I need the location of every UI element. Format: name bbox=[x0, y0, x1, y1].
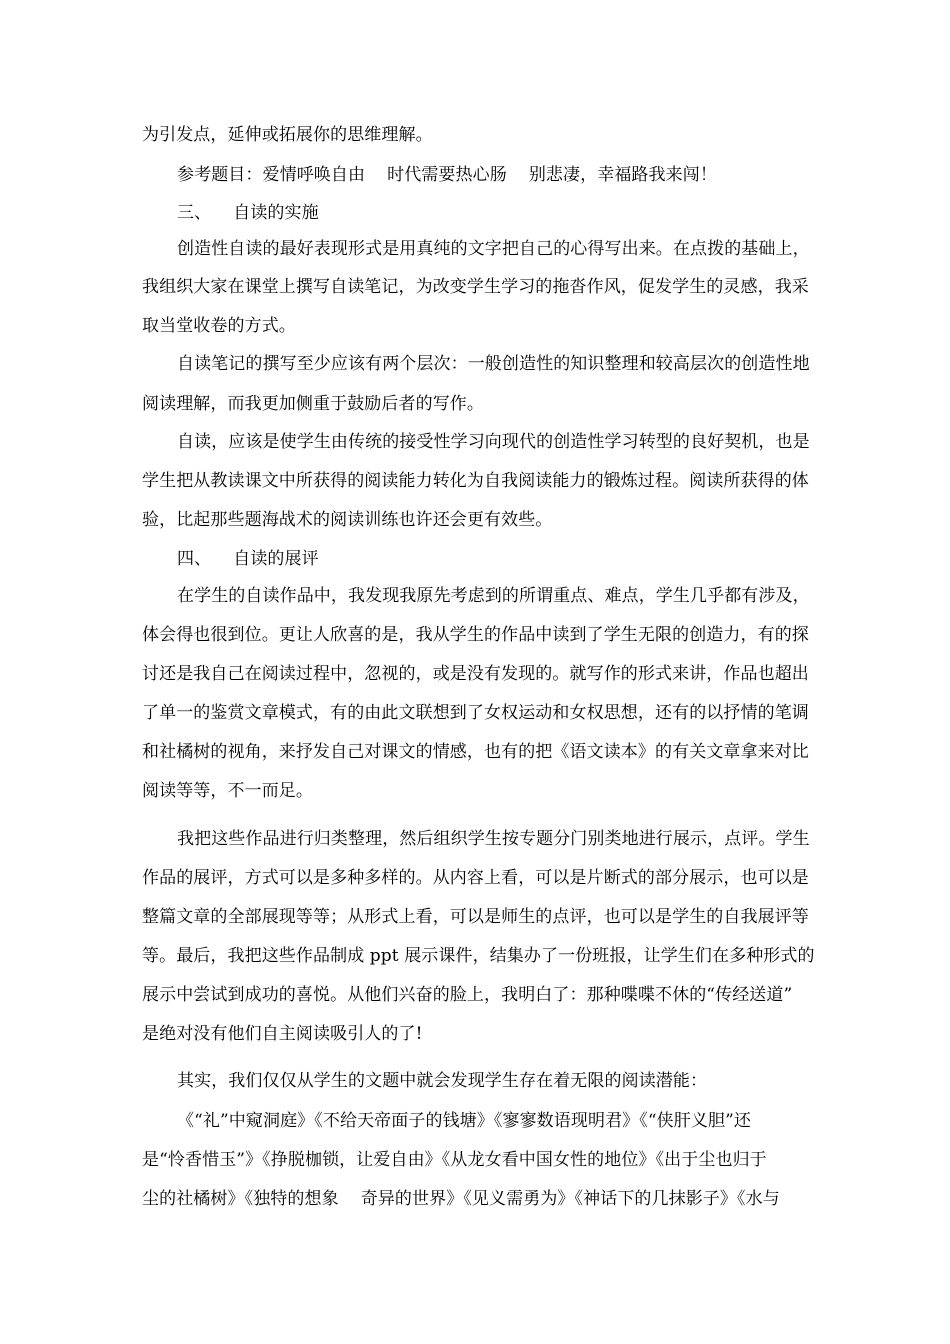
text-line: 其实，我们仅仅从学生的文题中就会发现学生存在着无限的阅读潜能： bbox=[177, 1071, 708, 1091]
text-line: 创造性自读的最好表现形式是用真纯的文字把自己的心得写出来。在点拨的基础上， bbox=[177, 239, 810, 259]
text-line: 取当堂收卷的方式。 bbox=[142, 316, 296, 336]
text-line: 了单一的鉴赏文章模式，有的由此文联想到了女权运动和女权思想，还有的以抒情的笔调 bbox=[142, 703, 809, 723]
text-line: 是“怜香惜玉”》《挣脱枷锁，让爱自由》《从龙女看中国女性的地位》《出于尘也归于 bbox=[142, 1150, 767, 1170]
text-line: 阅读理解，而我更加侧重于鼓励后者的写作。 bbox=[142, 394, 484, 414]
text-line: 在学生的自读作品中，我发现我原先考虑到的所谓重点、难点，学生几乎都有涉及， bbox=[177, 586, 810, 606]
text-line: 《“礼”中窥洞庭》《不给天帝面子的钱塘》《寥寥数语现明君》《“侠肝义胆”还 bbox=[177, 1111, 751, 1131]
text-line: 验，比起那些题海战术的阅读训练也许还会更有效些。 bbox=[142, 510, 553, 530]
text-line: 尘的社橘树》《独特的想象 奇异的世界》《见义需勇为》《神话下的几抹影子》《水与 bbox=[142, 1189, 780, 1209]
text-line: 我把这些作品进行归类整理，然后组织学生按专题分门别类地进行展示，点评。学生 bbox=[177, 829, 810, 849]
text-line: 为引发点，延伸或拓展你的思维理解。 bbox=[142, 125, 433, 145]
text-line: 作品的展评，方式可以是多种多样的。从内容上看，可以是片断式的部分展示，也可以是 bbox=[142, 868, 809, 888]
text-line: 体会得也很到位。更让人欣喜的是，我从学生的作品中读到了学生无限的创造力，有的探 bbox=[142, 625, 809, 645]
section-heading: 三、 自读的实施 bbox=[177, 203, 319, 223]
text-line: 自读笔记的撰写至少应该有两个层次：一般创造性的知识整理和较高层次的创造性地 bbox=[177, 354, 810, 374]
text-line: 是绝对没有他们自主阅读吸引人的了! bbox=[142, 1024, 423, 1044]
text-line: 和社橘树的视角，来抒发自己对课文的情感，也有的把《语文读本》的有关文章拿来对比 bbox=[142, 742, 809, 762]
text-line: 讨还是我自己在阅读过程中，忽视的，或是没有发现的。就写作的形式来讲，作品也超出 bbox=[142, 664, 809, 684]
text-line: 整篇文章的全部展现等等；从形式上看，可以是师生的点评，也可以是学生的自我展评等 bbox=[142, 907, 809, 927]
text-line: 等。最后，我把这些作品制成 ppt 展示课件，结集办了一份班报，让学生们在多种形式的 bbox=[142, 946, 815, 966]
text-line: 学生把从教读课文中所获得的阅读能力转化为自我阅读能力的锻炼过程。阅读所获得的体 bbox=[142, 471, 809, 491]
text-line: 自读，应该是使学生由传统的接受性学习向现代的创造性学习转型的良好契机，也是 bbox=[177, 432, 810, 452]
section-heading: 四、 自读的展评 bbox=[177, 549, 319, 569]
text-line: 参考题目：爱情呼唤自由 时代需要热心肠 别悲凄，幸福路我来闯！ bbox=[177, 165, 717, 185]
text-line: 我组织大家在课堂上撰写自读笔记，为改变学生学习的拖沓作风，促发学生的灵感，我采 bbox=[142, 277, 809, 297]
text-line: 展示中尝试到成功的喜悦。从他们兴奋的脸上，我明白了：那种喋喋不休的“传经送道” bbox=[142, 985, 793, 1005]
text-line: 阅读等等，不一而足。 bbox=[142, 781, 313, 801]
